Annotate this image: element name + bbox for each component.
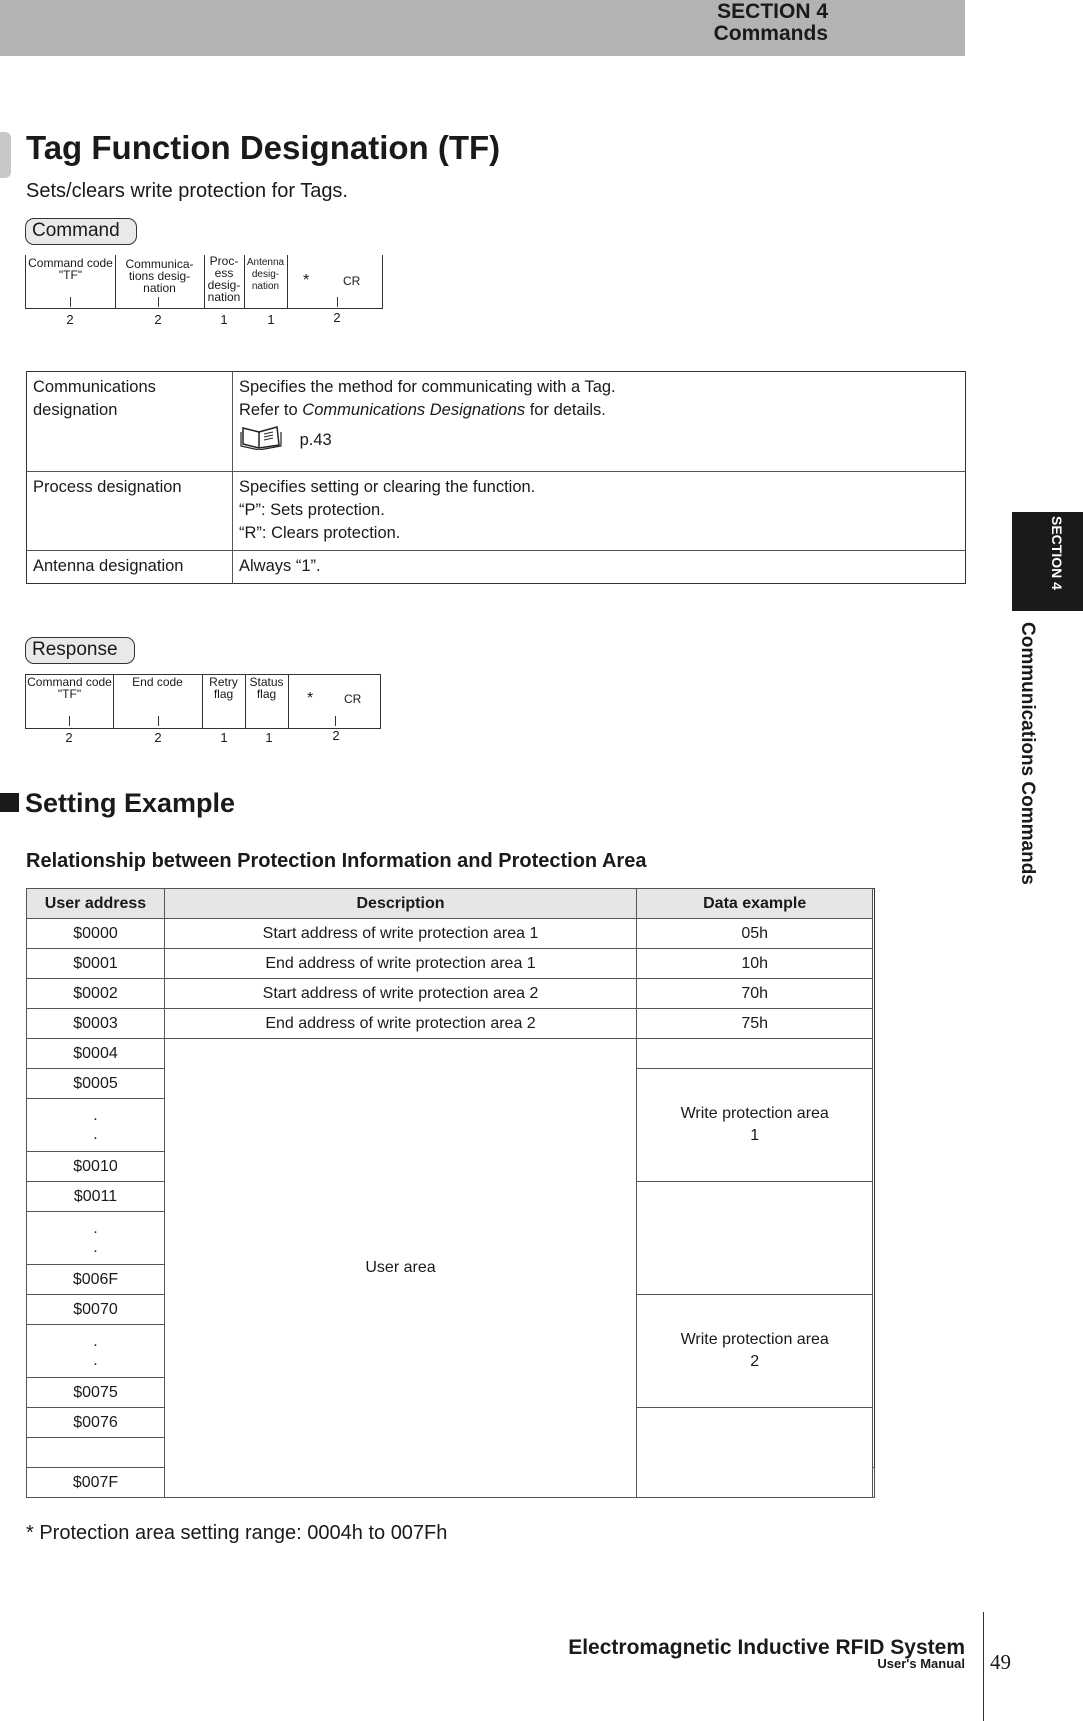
table-row [27, 372, 966, 472]
param-name: Antenna designation [27, 551, 233, 584]
page-title: Tag Function Designation (TF) [26, 129, 501, 166]
protection-table [26, 888, 875, 1498]
page-subtitle: Sets/clears write protection for Tags. [26, 180, 348, 202]
response-size-code: 2 [65, 730, 73, 745]
command-field-terminator: * CR [303, 272, 361, 289]
param-desc: Specifies setting or clearing the function. “P”: Sets protection. “R”: Clears protection. [233, 472, 966, 551]
page-reference: p.43 [299, 430, 332, 449]
footer-title: Electromagnetic Inductive RFID System [568, 1636, 965, 1659]
command-size-comm: 2 [154, 312, 162, 327]
response-size-retry: 1 [220, 730, 228, 745]
protection-area-2: Write protection area 2 [637, 1295, 873, 1408]
response-field-terminator: * CR [307, 690, 362, 707]
footer-divider [983, 1612, 984, 1721]
response-field-code: Command code "TF" [26, 675, 114, 728]
protection-area-1: Write protection area 1 [637, 1069, 873, 1182]
column-header: Data example [637, 889, 873, 919]
chapter-tab-label: Communications Commands [1017, 622, 1038, 885]
table-row: $0000 Start address of write protection area 1 05h [27, 919, 875, 949]
response-size-cr: 2 [332, 728, 340, 743]
table-row: . . [27, 1212, 875, 1265]
response-field-retry: Retry flag [202, 675, 246, 728]
table-row: $0004 User area [27, 1039, 875, 1069]
command-field-antenna: Antenna desig-nation [244, 255, 288, 308]
table-row: $0001 End address of write protection area 1 10h [27, 949, 875, 979]
header-title: Commands [713, 22, 828, 45]
section-tab [1012, 512, 1083, 611]
param-desc: Specifies the method for communicating with a Tag. Refer to Communications Designations for details. p.43 [233, 372, 966, 472]
command-frame [25, 255, 383, 309]
response-frame [25, 674, 381, 729]
title-marker [0, 132, 11, 178]
column-header: User address [27, 889, 165, 919]
table-header-row [27, 889, 875, 919]
response-size-status: 1 [265, 730, 273, 745]
table-heading: Relationship between Protection Information and Protection Area [26, 850, 647, 872]
command-size-code: 2 [66, 312, 74, 327]
table-row: $0010 [27, 1152, 875, 1182]
parameter-table [26, 371, 966, 584]
command-field-code: Command code "TF" [26, 255, 116, 308]
section-tab-label: SECTION 4 [1049, 516, 1065, 590]
table-row: $0002 Start address of write protection area 2 70h [27, 979, 875, 1009]
command-size-cr: 2 [333, 310, 341, 325]
command-size-antenna: 1 [267, 312, 275, 327]
command-size-process: 1 [220, 312, 228, 327]
footer-subtitle: User's Manual [877, 1656, 965, 1671]
book-icon [239, 424, 283, 457]
header-bar [0, 0, 965, 56]
table-row: $0076 [27, 1408, 875, 1438]
user-area-cell: User area [165, 1039, 637, 1498]
table-row: $006F [27, 1265, 875, 1295]
param-name: Communications designation [27, 372, 233, 472]
page-number: 49 [990, 1650, 1011, 1674]
header-section: SECTION 4 [717, 0, 828, 23]
table-row [27, 551, 966, 584]
footnote: * Protection area setting range: 0004h to 007Fh [26, 1522, 448, 1544]
param-desc: Always “1”. [239, 557, 321, 575]
response-field-status: Status flag [245, 675, 289, 728]
column-header: Description [165, 889, 637, 919]
command-field-comm: Communica-tions desig-nation [115, 255, 205, 308]
table-row: . . [27, 1325, 875, 1378]
table-row: $0075 [27, 1378, 875, 1408]
command-field-process: Proc-ess desig-nation [204, 255, 245, 308]
response-size-end: 2 [154, 730, 162, 745]
table-row: $007F [27, 1468, 875, 1498]
response-label: Response [25, 637, 135, 664]
param-name: Process designation [27, 472, 233, 551]
response-field-end: End code [113, 675, 203, 728]
table-row: $0070 Write protection area 2 [27, 1295, 875, 1325]
table-row [27, 472, 966, 551]
table-row: $0003 End address of write protection area 2 75h [27, 1009, 875, 1039]
command-label: Command [25, 218, 137, 245]
table-row: . . [27, 1099, 875, 1152]
section-heading: Setting Example [0, 788, 235, 819]
table-row: $0011 [27, 1182, 875, 1212]
table-row: $0005 Write protection area 1 [27, 1069, 875, 1099]
square-bullet-icon [0, 793, 19, 812]
